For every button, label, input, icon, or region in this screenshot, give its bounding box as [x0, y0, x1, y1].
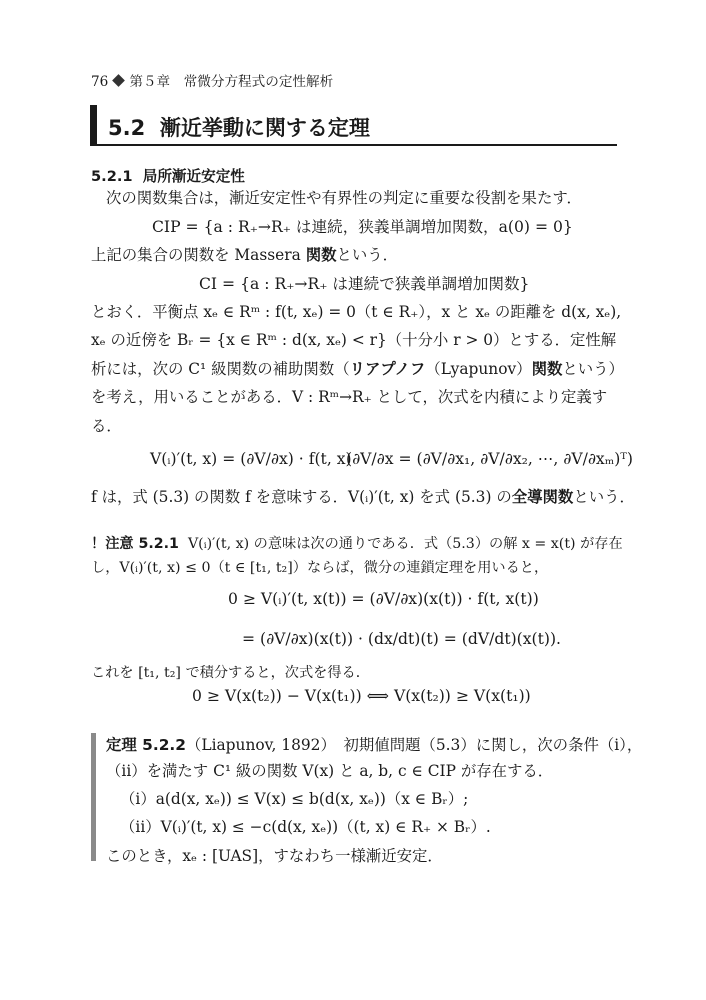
ci-definition: CI = {a : R₊→R₊ は連続で狭義単調増加関数}	[199, 275, 530, 293]
cip-definition: CIP = {a : R₊→R₊ は連続，狭義単調増加関数，a(0) = 0}	[152, 218, 573, 236]
subsection-number: 5.2.1	[91, 168, 133, 185]
theorem-line-2: （ii）を満たす C¹ 級の関数 V(x) と a, b, c ∈ CIP が存在する．	[106, 762, 554, 780]
page-number: 76	[91, 74, 109, 90]
chapter-title: 第５章 常微分方程式の定性解析	[129, 74, 334, 90]
paragraph-4: xₑ の近傍を Bᵣ = {x ∈ Rᵐ : d(x, xₑ) < r}（十分小 r > 0）とする．定性解	[91, 331, 617, 349]
lyapunov-term: リアプノフ	[349, 360, 426, 378]
paragraph-8-text: f は，式 (5.3) の関数 f を意味する．V(ᵢ)′(t, x) を式 (5.3) の	[91, 488, 512, 506]
theorem-condition-2: （ii）V(ᵢ)′(t, x) ≤ −c(d(x, xₑ))（(t, x) ∈ R₊ × Bᵣ）.	[120, 818, 491, 836]
paragraph-2	[91, 248, 398, 263]
section-rule	[90, 144, 617, 146]
function-term: 関数	[531, 360, 563, 378]
paragraph-1: 次の関数集合は，漸近安定性や有界性の判定に重要な役割を果たす．	[106, 189, 582, 207]
note-equation-1: 0 ≥ V(ᵢ)′(t, x(t)) = (∂V/∂x)(x(t)) · f(t, x(t))	[228, 590, 539, 608]
section-title: 漸近挙動に関する定理	[159, 116, 370, 140]
massera-term: 関数	[305, 246, 337, 264]
paragraph-7: る．	[91, 417, 122, 435]
section-number: 5.2	[108, 116, 146, 140]
note-line-2: し，V(ᵢ)′(t, x) ≤ 0（t ∈ [t₁, t₂]）ならば，微分の連鎖定理を用いると，	[91, 560, 549, 576]
section-bar	[90, 105, 97, 145]
paragraph-2-end: という．	[336, 246, 399, 264]
theorem-bar	[91, 733, 96, 861]
paragraph-2-text: 上記の集合の関数を Massera	[91, 246, 306, 264]
paragraph-5-end: という）	[562, 360, 624, 378]
subsection-title: 局所漸近安定性	[142, 168, 245, 185]
subsection-heading	[91, 165, 245, 186]
theorem-condition-1: （i）a(d(x, xₑ)) ≤ V(x) ≤ b(d(x, xₑ))（x ∈ Bᵣ）;	[120, 790, 469, 808]
paragraph-8-end: という．	[573, 488, 635, 506]
theorem-text-1: （Liapunov, 1892） 初期値問題（5.3）に関し，次の条件（i），	[185, 736, 643, 754]
theorem-label: 定理 5.2.2	[106, 736, 186, 754]
paragraph-5	[91, 362, 624, 377]
paragraph-8	[91, 490, 635, 505]
note-equation-3: 0 ≥ V(x(t₂)) − V(x(t₁)) ⟺ V(x(t₂)) ≥ V(x(t₁))	[192, 687, 531, 705]
paragraph-3: とおく．平衡点 xₑ ∈ Rᵐ : f(t, xₑ) = 0（t ∈ R₊），x と xₑ の距離を d(x, xₑ),	[91, 303, 622, 321]
diamond-icon	[112, 74, 125, 87]
theorem-conclusion: このとき，xₑ : [UAS]，すなわち一様漸近安定．	[106, 847, 443, 865]
lyapunov-latin: （Lyapunov）	[425, 360, 532, 378]
note-label: ！注意 5.2.1	[91, 536, 179, 552]
total-derivative-term: 全導関数	[511, 488, 574, 506]
section-heading	[108, 112, 370, 142]
running-header	[91, 70, 333, 90]
note-line-1	[91, 537, 623, 551]
note-equation-2: = (∂V/∂x)(x(t)) · (dx/dt)(t) = (dV/dt)(x(t)).	[242, 630, 562, 648]
note-line-3: これを [t₁, t₂] で積分すると，次式を得る．	[91, 665, 370, 681]
vdef-right-equation: (∂V/∂x = (∂V/∂x₁, ∂V/∂x₂, ⋯, ∂V/∂xₘ)ᵀ)	[346, 450, 634, 468]
paragraph-6: を考え，用いることがある．V : Rᵐ→R₊ として，次式を内積により定義す	[91, 388, 608, 406]
paragraph-5-text: 析には，次の C¹ 級関数の補助関数（	[91, 360, 350, 378]
vdef-left-equation: V(ᵢ)′(t, x) = (∂V/∂x) · f(t, x)	[150, 450, 352, 468]
note-text-1: V(ᵢ)′(t, x) の意味は次の通りである．式（5.3）の解 x = x(t) が存在	[187, 536, 623, 552]
theorem-line-1	[106, 738, 642, 753]
